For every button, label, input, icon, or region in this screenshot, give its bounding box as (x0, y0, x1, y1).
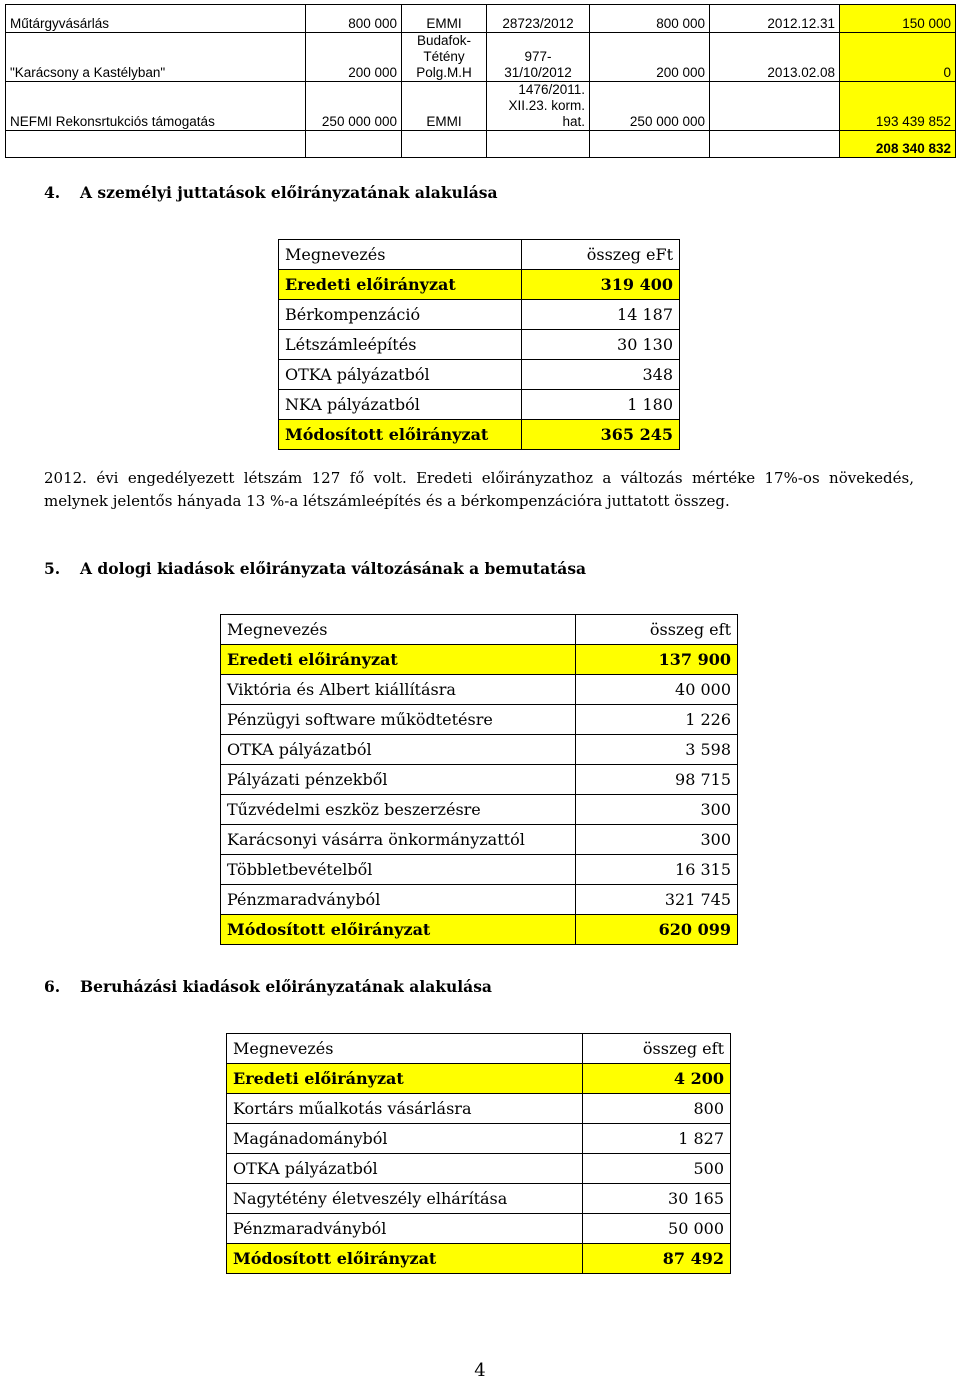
row-value: 348 (522, 360, 680, 390)
row-value: 98 715 (576, 765, 738, 795)
grant-granted: 250 000 000 (590, 82, 710, 131)
grant-source: Budafok-Tétény Polg.M.H (402, 33, 487, 82)
row-value: 14 187 (522, 300, 680, 330)
row-value: 300 (576, 825, 738, 855)
grant-name: "Karácsony a Kastélyban" (6, 33, 306, 82)
grant-amount: 800 000 (306, 5, 402, 33)
table-header-row (227, 1034, 731, 1064)
row-value: 30 130 (522, 330, 680, 360)
row-name: Módosított előirányzat (279, 420, 522, 450)
table-row (221, 735, 738, 765)
grants-row (6, 82, 956, 131)
section-5-title: A dologi kiadások előirányzata változásának a bemutatása (80, 559, 587, 578)
section-6-title: Beruházási kiadások előirányzatának alakulása (80, 977, 492, 996)
row-name: Karácsonyi vásárra önkormányzattól (221, 825, 576, 855)
row-value: 3 598 (576, 735, 738, 765)
grant-used: 193 439 852 (840, 82, 956, 131)
row-name: OTKA pályázatból (279, 360, 522, 390)
row-value: 300 (576, 795, 738, 825)
grant-ref: 977-31/10/2012 (487, 33, 590, 82)
table-row (221, 675, 738, 705)
row-name: Pénzmaradványból (227, 1214, 583, 1244)
grants-row (6, 33, 956, 82)
row-value: 30 165 (583, 1184, 731, 1214)
row-name: Eredeti előirányzat (221, 645, 576, 675)
grant-deadline: 2013.02.08 (710, 33, 840, 82)
row-name: Magánadományból (227, 1124, 583, 1154)
grant-amount: 250 000 000 (306, 82, 402, 131)
row-value: 4 200 (583, 1064, 731, 1094)
table-row (227, 1094, 731, 1124)
table-row (227, 1064, 731, 1094)
operating-costs-table (220, 614, 738, 945)
table-row (221, 645, 738, 675)
row-name: Többletbevételből (221, 855, 576, 885)
table-row (221, 705, 738, 735)
section-4-paragraph: 2012. évi engedélyezett létszám 127 fő volt. Eredeti előirányzathoz a változás mértéke 17%-os növekedés, melynek jelentős hányada 13 %-a létszámleépítés és a bérkompenzációra juttatott összeg. (44, 469, 914, 510)
column-header-name: Megnevezés (227, 1034, 583, 1064)
row-value: 87 492 (583, 1244, 731, 1274)
table-row (279, 420, 680, 450)
table-row (279, 300, 680, 330)
row-value: 620 099 (576, 915, 738, 945)
table-row (221, 855, 738, 885)
grant-deadline (710, 82, 840, 131)
section-4-heading (44, 183, 498, 202)
column-header-name: Megnevezés (279, 240, 522, 270)
grant-ref: 1476/2011. XII.23. korm. hat. (487, 82, 590, 131)
grant-source: EMMI (402, 82, 487, 131)
table-row (279, 330, 680, 360)
row-value: 1 827 (583, 1124, 731, 1154)
grants-total-row (6, 131, 956, 158)
table-row (227, 1124, 731, 1154)
table-row (227, 1244, 731, 1274)
row-name: Pénzügyi software működtetésre (221, 705, 576, 735)
table-row (279, 390, 680, 420)
row-name: Kortárs műalkotás vásárlásra (227, 1094, 583, 1124)
table-row (221, 915, 738, 945)
grant-name: NEFMI Rekonsrtukciós támogatás (6, 82, 306, 131)
table-header-row (221, 615, 738, 645)
table-row (279, 360, 680, 390)
row-value: 50 000 (583, 1214, 731, 1244)
row-name: NKA pályázatból (279, 390, 522, 420)
table-row (221, 795, 738, 825)
row-value: 16 315 (576, 855, 738, 885)
grant-granted: 800 000 (590, 5, 710, 33)
table-row (227, 1214, 731, 1244)
investment-table (226, 1033, 731, 1274)
row-value: 40 000 (576, 675, 738, 705)
table-header-row (279, 240, 680, 270)
table-row (227, 1184, 731, 1214)
row-name: Nagytétény életveszély elhárítása (227, 1184, 583, 1214)
row-name: Eredeti előirányzat (227, 1064, 583, 1094)
row-value: 137 900 (576, 645, 738, 675)
section-4-number: 4. (44, 183, 61, 202)
row-value: 365 245 (522, 420, 680, 450)
grants-total: 208 340 832 (840, 131, 956, 158)
row-name: Pályázati pénzekből (221, 765, 576, 795)
grant-name: Műtárgyvásárlás (6, 5, 306, 33)
row-value: 1 226 (576, 705, 738, 735)
row-value: 500 (583, 1154, 731, 1184)
table-row (227, 1154, 731, 1184)
row-name: Viktória és Albert kiállításra (221, 675, 576, 705)
row-name: OTKA pályázatból (227, 1154, 583, 1184)
table-row (221, 885, 738, 915)
row-name: Eredeti előirányzat (279, 270, 522, 300)
grant-amount: 200 000 (306, 33, 402, 82)
row-value: 319 400 (522, 270, 680, 300)
row-name: Létszámleépítés (279, 330, 522, 360)
section-5-number: 5. (44, 559, 61, 578)
section-6-heading (44, 977, 492, 996)
column-header-value: összeg eft (576, 615, 738, 645)
row-name: Pénzmaradványból (221, 885, 576, 915)
row-value: 321 745 (576, 885, 738, 915)
grant-used: 0 (840, 33, 956, 82)
section-5-heading (44, 559, 586, 578)
row-name: Módosított előirányzat (221, 915, 576, 945)
table-row (221, 765, 738, 795)
grant-source: EMMI (402, 5, 487, 33)
column-header-value: összeg eft (583, 1034, 731, 1064)
grants-table (5, 4, 956, 158)
grant-granted: 200 000 (590, 33, 710, 82)
row-name: Bérkompenzáció (279, 300, 522, 330)
grant-deadline: 2012.12.31 (710, 5, 840, 33)
grants-row (6, 5, 956, 33)
page-number: 4 (474, 1360, 486, 1381)
row-name: Módosított előirányzat (227, 1244, 583, 1274)
section-4-title: A személyi juttatások előirányzatának alakulása (80, 183, 498, 202)
row-name: Tűzvédelmi eszköz beszerzésre (221, 795, 576, 825)
table-row (279, 270, 680, 300)
column-header-name: Megnevezés (221, 615, 576, 645)
grant-ref: 28723/2012 (487, 5, 590, 33)
row-value: 800 (583, 1094, 731, 1124)
row-value: 1 180 (522, 390, 680, 420)
row-name: OTKA pályázatból (221, 735, 576, 765)
column-header-value: összeg eFt (522, 240, 680, 270)
grant-used: 150 000 (840, 5, 956, 33)
table-row (221, 825, 738, 855)
section-6-number: 6. (44, 977, 61, 996)
personnel-table (278, 239, 680, 450)
